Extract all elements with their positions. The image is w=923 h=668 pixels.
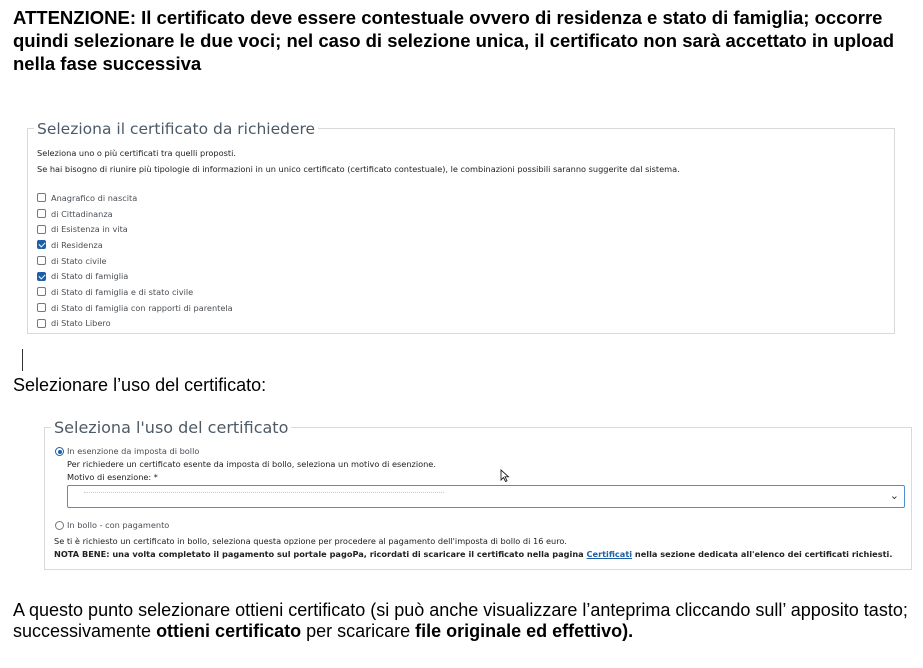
certificate-option[interactable] xyxy=(37,316,233,332)
select-value-placeholder xyxy=(84,492,444,500)
chevron-down-icon: ⌄ xyxy=(889,490,899,502)
certificate-option-label: di Stato di famiglia xyxy=(51,271,129,282)
payment-note xyxy=(54,549,892,560)
certificate-option[interactable] xyxy=(37,221,233,237)
certificate-selection-panel xyxy=(27,120,895,334)
footer-bold-2: file originale ed effettivo). xyxy=(415,621,634,641)
footer-text-2: per scaricare xyxy=(301,621,416,641)
certificate-panel-intro: Seleziona uno o più certificati tra quelli proposti. xyxy=(37,148,236,158)
checkbox[interactable] xyxy=(37,287,46,296)
certificate-panel-title: Seleziona il certificato da richiedere xyxy=(34,119,318,139)
certificati-link[interactable]: Certificati xyxy=(586,549,633,559)
paid-label[interactable]: In bollo - con pagamento xyxy=(67,520,170,530)
checkbox[interactable] xyxy=(37,256,46,265)
certificate-option-label: Anagrafico di nascita xyxy=(51,192,138,203)
exemption-reason-select[interactable] xyxy=(67,485,905,508)
certificate-option-label: di Stato di famiglia e di stato civile xyxy=(51,286,194,297)
attention-note xyxy=(13,6,913,75)
paid-radio[interactable] xyxy=(55,521,64,530)
certificate-use-panel xyxy=(44,418,912,570)
checkbox[interactable] xyxy=(37,209,46,218)
exempt-label[interactable]: In esenzione da imposta di bollo xyxy=(67,446,200,456)
certificate-option-label: di Residenza xyxy=(51,239,103,250)
certificate-panel-hint: Se hai bisogno di riunire più tipologie di informazioni in un unico certificato (certificato contestuale), le combinazioni possibili saranno suggerite dal sistema. xyxy=(37,164,680,174)
certificate-option[interactable] xyxy=(37,300,233,316)
checkbox[interactable] xyxy=(37,272,46,281)
checkbox[interactable] xyxy=(37,319,46,328)
exempt-radio[interactable] xyxy=(55,447,64,456)
certificate-options-list xyxy=(37,190,233,331)
footer-text-1: A questo punto selezionare ottieni certificato (si può anche visualizzare l’anteprima cliccando sull’ apposito tasto; successivamente xyxy=(13,600,908,641)
checkbox[interactable] xyxy=(37,303,46,312)
paid-description: Se ti è richiesto un certificato in bollo, seleziona questa opzione per procedere al pagamento dell'imposta di bollo di 16 euro. xyxy=(54,536,567,546)
note-text-pre: NOTA BENE: una volta completato il pagamento sul portale pagoPa, ricordati di scaricare il certificato nella pagina xyxy=(54,549,587,559)
attention-bold: ATTENZIONE: xyxy=(13,7,136,28)
mouse-pointer-icon xyxy=(500,469,510,482)
checkbox[interactable] xyxy=(37,240,46,249)
checkbox[interactable] xyxy=(37,193,46,202)
certificate-option[interactable] xyxy=(37,190,233,206)
certificate-option-label: di Stato Libero xyxy=(51,318,111,329)
certificate-option-label: di Esistenza in vita xyxy=(51,224,128,235)
note-text-post: nella sezione dedicata all'elenco dei certificati richiesti. xyxy=(632,549,893,559)
footer-bold-1: ottieni certificato xyxy=(156,621,302,641)
exemption-reason-label: Motivo di esenzione: * xyxy=(67,472,158,482)
certificate-option[interactable] xyxy=(37,268,233,284)
section-label: Selezionare l’uso del certificato: xyxy=(13,375,267,395)
certificate-option[interactable] xyxy=(37,206,233,222)
attention-text: Il certificato deve essere contestuale ovvero di residenza e stato di famiglia; occorre quindi selezionare le due voci; nel caso di selezione unica, il certificato non sarà accettato in upload nella fase successiva xyxy=(13,7,895,74)
exempt-description: Per richiedere un certificato esente da imposta di bollo, seleziona un motivo di esenzione. xyxy=(67,459,436,469)
text-cursor xyxy=(22,349,23,371)
certificate-option[interactable] xyxy=(37,284,233,300)
use-panel-title: Seleziona l'uso del certificato xyxy=(51,417,291,439)
certificate-option[interactable] xyxy=(37,237,233,253)
certificate-option-label: di Cittadinanza xyxy=(51,208,113,219)
certificate-option[interactable] xyxy=(37,253,233,269)
certificate-option-label: di Stato civile xyxy=(51,255,107,266)
instructions-footer xyxy=(13,600,913,642)
certificate-option-label: di Stato di famiglia con rapporti di parentela xyxy=(51,302,233,313)
checkbox[interactable] xyxy=(37,225,46,234)
